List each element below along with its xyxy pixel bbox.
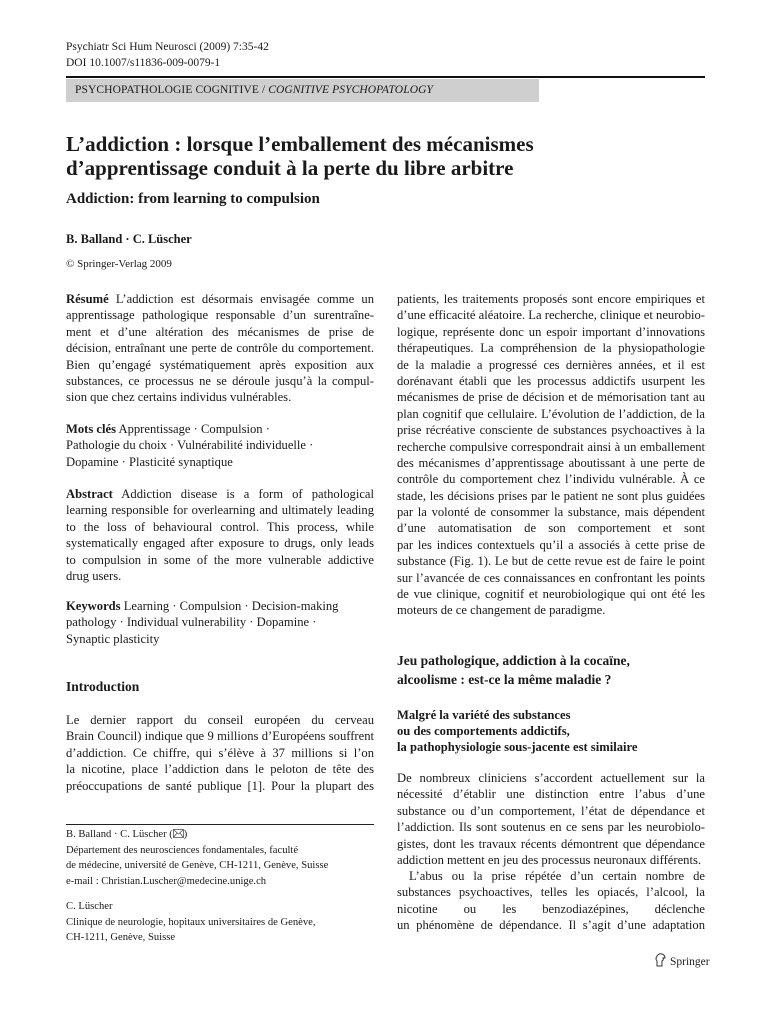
heading-line: Jeu pathologique, addiction à la cocaïne,	[397, 653, 630, 668]
footnote-authors: B. Balland · C. Lüscher (	[66, 829, 173, 840]
text-line: d’addiction. Ce chiffre, qui s’élève à 37 millions si l’on	[66, 745, 374, 760]
text-line: par les indices contextuels qu’il a associés à cette prise de	[397, 537, 705, 552]
text-line: Pathologie du choix · Vulnérabilité individuelle ·	[66, 438, 314, 453]
text-line: sur l’avancée de ces connaissances en confrontant les points	[397, 570, 705, 585]
text-line: des mécanismes d’apprentissage aboutissant à une perte de	[397, 455, 705, 470]
envelope-icon	[173, 829, 184, 840]
paragraph-label: Résumé	[66, 292, 109, 306]
text-line: to the loss of behavioural control. This process, while	[66, 519, 374, 534]
text-line: mécanismes de prise de décision et de mémorisation tant au	[397, 390, 705, 405]
text-line: préoccupations de santé publique [1]. Pour la plupart des	[66, 778, 374, 793]
mots-cles-paragraph	[66, 421, 374, 470]
text-line: Brain Council) indique que 9 millions d’Européens souffrent	[66, 729, 374, 744]
text-line: Dopamine · Plasticité synaptique	[66, 454, 233, 469]
text-line: par la volonté de consommer la substance, mais dépendent	[397, 505, 705, 520]
text-line: apprentissage pathologique responsable d’un surentraîne-	[66, 308, 374, 323]
text-line: prise récréative consciente de substances psychoactives à la	[397, 423, 705, 438]
text-line: substance (Fig. 1). Le but de cette revue est de faire le point	[397, 554, 705, 569]
text-line: addiction mettent en jeu des processus neuronaux différents.	[397, 852, 702, 867]
body-paragraph-2	[397, 868, 705, 934]
text-line: de vue clinique, cognitif et neurobiologique qui ont été les	[397, 587, 705, 602]
authors: B. Balland · C. Lüscher	[66, 232, 192, 246]
email[interactable]: e-mail : Christian.Luscher@medecine.unige.ch	[66, 876, 267, 888]
section-en: COGNITIVE PSYCHOPATOLOGY	[268, 84, 434, 96]
section-band	[66, 79, 539, 102]
text-line: logique, représente donc un espoir important d’innovations	[397, 324, 705, 339]
article-title	[66, 132, 534, 180]
affiliation-line: Département des neurosciences fondamentales, faculté	[66, 844, 299, 856]
copyright: © Springer-Verlag 2009	[66, 258, 172, 270]
text-line: un phénomène de dépendance. Il s’agit d’une adaptation	[397, 918, 705, 933]
text-line: Abstract Addiction disease is a form of pathological	[66, 487, 374, 501]
article-subtitle: Addiction: from learning to compulsion	[66, 191, 320, 207]
subsection-heading	[397, 707, 705, 756]
text-line: nécessité d’établir une distinction entre l’abus d’une	[397, 787, 705, 802]
text-line: dorénavant établi que les processus addictifs usurpent les	[397, 373, 705, 388]
text-line: décision, entraînant une perte de contrôle du comportement.	[66, 341, 374, 356]
footnote	[66, 827, 328, 946]
text-line: L’abus ou la prise répétée d’un certain nombre de	[409, 869, 705, 883]
paren: )	[183, 829, 188, 840]
text-line: stade, les décisions prises par le patient ne sont plus guidées	[397, 488, 705, 503]
second-author: C. Lüscher	[66, 900, 113, 912]
text-line: substances, ce processus ne se déroule jusqu’à la compul-	[66, 373, 374, 388]
affiliation-line: de médecine, université de Genève, CH-1211, Genève, Suisse	[66, 860, 329, 872]
journal-citation: Psychiatr Sci Hum Neurosci (2009) 7:35-42	[66, 41, 269, 53]
header-rule	[66, 76, 705, 78]
correspondence-authors	[66, 827, 328, 843]
introduction-continued	[397, 291, 705, 619]
text-line: Keywords Learning · Compulsion · Decision-making	[66, 599, 339, 613]
text-line: plan cognitif que cellulaire. L’évolution de l’addiction, de la	[397, 406, 705, 421]
keywords-paragraph	[66, 598, 374, 647]
publisher-logo	[654, 953, 710, 970]
text-line: nicotine ou les benzodiazépines, déclenche	[397, 901, 705, 916]
heading-line: Malgré la variété des substances	[397, 708, 571, 722]
text-line: patients, les traitements proposés sont encore empiriques et	[397, 292, 705, 306]
text-line: recherche compulsive correspondrait ainsi à un emballement	[397, 439, 705, 454]
section-heading	[397, 651, 705, 689]
text-line: Bien qu’engagé systématiquement après exposition aux	[66, 357, 374, 372]
paragraph-label: Keywords	[66, 599, 121, 613]
text-line: thérapeutiques. La compréhension de la physiopathologie	[397, 341, 705, 356]
text-line: gistes, dont les travaux récents démontrent que dépendance	[397, 836, 705, 851]
text-line: moteurs de ce changement de paradigme.	[397, 603, 606, 618]
resume-paragraph	[66, 291, 374, 406]
heading-line: ou des comportements addictifs,	[397, 724, 570, 739]
text-line: la nicotine, place l’addiction dans le peloton de tête des	[66, 762, 374, 777]
title-line: L’addiction : lorsque l’emballement des mécanismes	[66, 132, 534, 156]
section-separator: /	[258, 84, 269, 96]
affiliation-line: CH-1211, Genève, Suisse	[66, 932, 176, 944]
text-line: ment et d’une altération des mécanismes de prise de	[66, 324, 374, 339]
text-line: pathology · Individual vulnerability · Dopamine ·	[66, 615, 317, 630]
publisher-name: Springer	[670, 955, 710, 968]
text-line: to compulsion in some of the more vulnerable addictive	[66, 552, 374, 567]
text-line: systematically engaged after exposure to drugs, only leads	[66, 536, 374, 551]
affiliation-line: Clinique de neurologie, hopitaux universitaires de Genève,	[66, 916, 316, 928]
text-line: d’une automatisation de son comportement et sont	[397, 521, 705, 536]
section-fr: PSYCHOPATHOLOGIE COGNITIVE	[75, 84, 259, 96]
text-line: Le dernier rapport du conseil européen du cerveau	[66, 713, 374, 727]
text-line: learning responsible for overlearning and ultimately leading	[66, 503, 374, 518]
doi: DOI 10.1007/s11836-009-0079-1	[66, 57, 221, 69]
text-line: d’une efficacité aléatoire. La recherche, clinique et neurobio-	[397, 308, 705, 323]
text-line: Résumé L’addiction est désormais envisagée comme un	[66, 292, 374, 306]
abstract-paragraph	[66, 486, 374, 584]
paragraph-label: Abstract	[66, 487, 113, 501]
text-line: Synaptic plasticity	[66, 631, 160, 646]
introduction-heading: Introduction	[66, 679, 140, 694]
heading-line: la pathophysiologie sous-jacente est similaire	[397, 740, 638, 755]
springer-horse-icon	[654, 953, 667, 970]
body-paragraph-1	[397, 770, 705, 868]
introduction-paragraph	[66, 712, 374, 794]
text-line: drug users.	[66, 568, 122, 583]
title-line: d’apprentissage conduit à la perte du libre arbitre	[66, 156, 514, 180]
text-line: l’addiction. Ils sont soutenus en ce sens par les neurobiolo-	[397, 820, 705, 835]
text-line: sion que chez certains individus vulnérables.	[66, 390, 292, 405]
text-line: contrôle du comportement chez l’individu vulnérable. À ce	[397, 472, 705, 487]
text-line: de la maladie a progressé ces dernières années, et il est	[397, 357, 705, 372]
text-line: Mots clés Apprentissage · Compulsion ·	[66, 422, 270, 436]
text-line: substances psychoactives, telles les opiacés, l’alcool, la	[397, 885, 705, 900]
footnote-rule	[66, 824, 374, 825]
heading-line: alcoolisme : est-ce la même maladie ?	[397, 672, 612, 687]
text-line: substance ou d’un comportement, l’état de dépendance et	[397, 803, 705, 818]
text-line: De nombreux cliniciens s’accordent actuellement sur la	[397, 771, 705, 785]
paragraph-label: Mots clés	[66, 422, 117, 436]
